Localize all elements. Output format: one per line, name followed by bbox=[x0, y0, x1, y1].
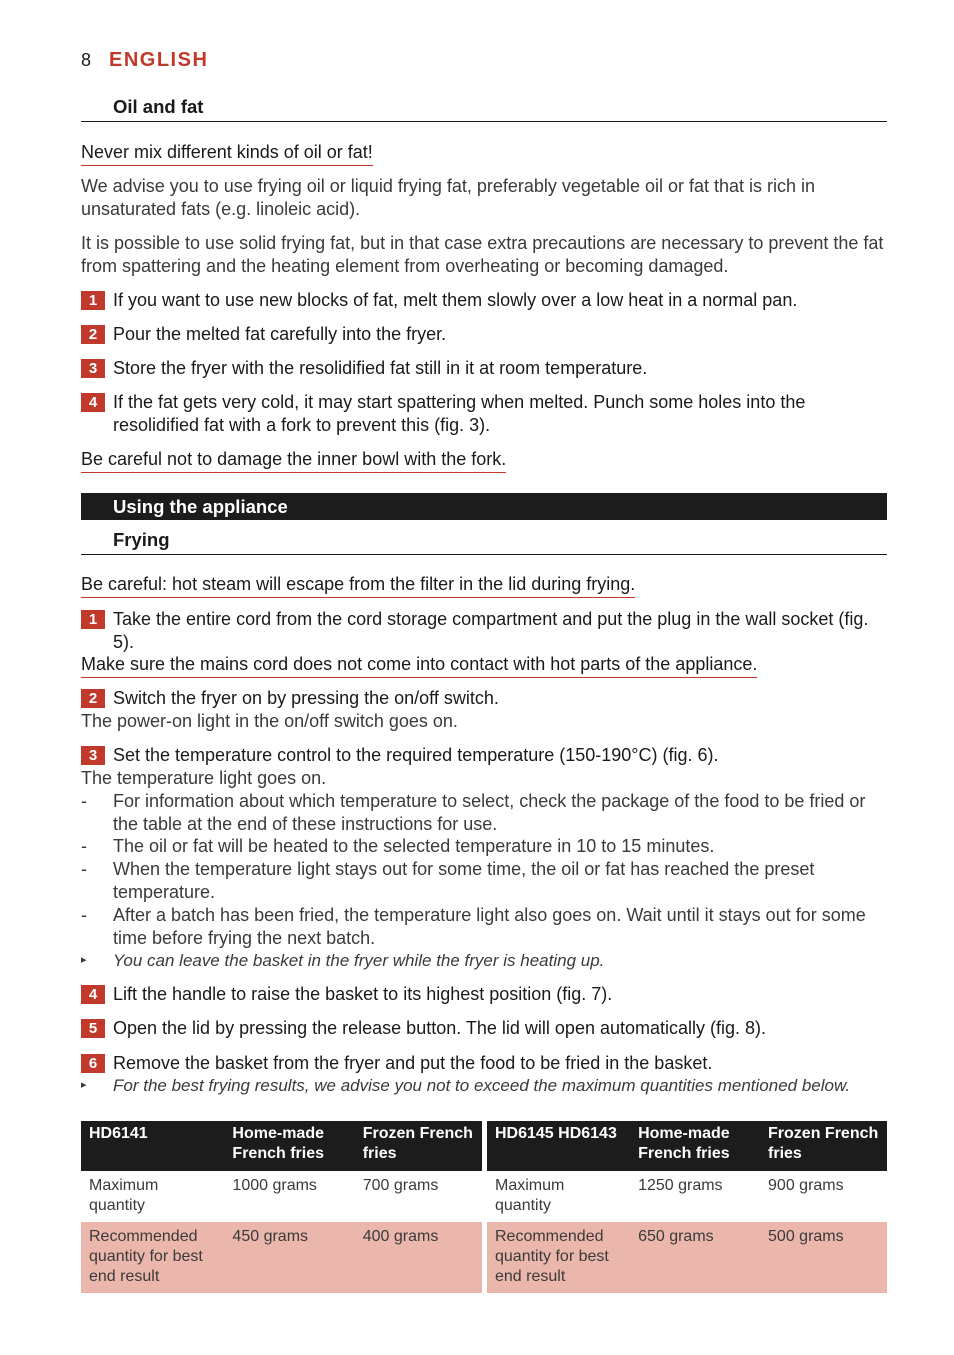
table-cell: Recommended quantity for best end result bbox=[487, 1222, 630, 1293]
table-header-cell: HD6145 HD6143 bbox=[487, 1121, 630, 1171]
table-header-cell: Home-made French fries bbox=[224, 1121, 354, 1171]
warning-text: Never mix different kinds of oil or fat! bbox=[81, 141, 373, 166]
tip-max-quantities bbox=[81, 1074, 887, 1097]
step-3-store-fryer bbox=[81, 357, 887, 380]
frying-step-1 bbox=[81, 608, 887, 654]
language-label: ENGLISH bbox=[109, 49, 209, 71]
page-header bbox=[81, 48, 208, 72]
frying-step-5 bbox=[81, 1017, 887, 1040]
list-item bbox=[81, 904, 887, 950]
warning-text: Be careful not to damage the inner bowl with the fork. bbox=[81, 448, 506, 473]
table-row bbox=[487, 1171, 887, 1222]
step-4-punch-holes bbox=[81, 391, 887, 437]
step-text: If the fat gets very cold, it may start spattering when melted. Punch some holes into the resolidified fat with a fork to prevent this (fig. 3). bbox=[113, 392, 806, 435]
frying-step-2 bbox=[81, 687, 887, 710]
table-cell: 650 grams bbox=[630, 1222, 760, 1293]
step-text: Switch the fryer on by pressing the on/off switch. bbox=[113, 688, 499, 708]
step-text: Lift the handle to raise the basket to its highest position (fig. 7). bbox=[113, 984, 613, 1004]
step-number: 3 bbox=[81, 746, 105, 765]
paragraph-solid-fat: It is possible to use solid frying fat, but in that case extra precautions are necessary to prevent the fat from spattering and the heating element from overheating or becoming damaged. bbox=[81, 233, 884, 276]
page-number: 8 bbox=[81, 50, 92, 70]
frying-step-6 bbox=[81, 1052, 887, 1075]
section-title-using-appliance: Using the appliance bbox=[81, 493, 887, 520]
step-3-result: The temperature light goes on. bbox=[81, 768, 327, 788]
step-number: 1 bbox=[81, 610, 105, 629]
table-cell: 450 grams bbox=[224, 1222, 354, 1293]
list-item-text: When the temperature light stays out for some time, the oil or fat has reached the preset temperature. bbox=[113, 859, 815, 902]
step-2-result: The power-on light in the on/off switch goes on. bbox=[81, 711, 458, 731]
section-title-oil-and-fat: Oil and fat bbox=[81, 94, 887, 122]
step-text: Store the fryer with the resolidified fat still in it at room temperature. bbox=[113, 358, 648, 378]
table-header-cell: Home-made French fries bbox=[630, 1121, 760, 1171]
step-number: 6 bbox=[81, 1054, 105, 1073]
table-cell: Maximum quantity bbox=[89, 1177, 159, 1214]
step-text: Remove the basket from the fryer and put the food to be fried in the basket. bbox=[113, 1053, 713, 1073]
list-item bbox=[81, 858, 887, 904]
step-number: 3 bbox=[81, 359, 105, 378]
frying-step-3 bbox=[81, 744, 887, 767]
list-item bbox=[81, 835, 887, 858]
step-2-pour-fat bbox=[81, 323, 887, 346]
tip-text: You can leave the basket in the fryer while the fryer is heating up. bbox=[113, 951, 605, 970]
warning-never-mix bbox=[81, 141, 373, 166]
table-header-row bbox=[81, 1121, 482, 1171]
table-header-row bbox=[487, 1121, 887, 1171]
table-cell: 400 grams bbox=[355, 1222, 482, 1293]
step-number: 4 bbox=[81, 393, 105, 412]
table-cell: Maximum quantity bbox=[495, 1177, 565, 1214]
warning-inner-bowl bbox=[81, 448, 506, 473]
list-item bbox=[81, 790, 887, 836]
subsection-title-frying: Frying bbox=[81, 527, 887, 555]
step-number: 4 bbox=[81, 985, 105, 1004]
step-text: Take the entire cord from the cord storage compartment and put the plug in the wall socket (fig. 5). bbox=[113, 609, 869, 652]
table-header-cell: Frozen French fries bbox=[355, 1121, 482, 1171]
warning-hot-steam bbox=[81, 573, 635, 598]
table-row bbox=[81, 1171, 482, 1222]
dash-marker: - bbox=[81, 859, 87, 879]
dash-marker: - bbox=[81, 791, 87, 811]
warning-text: Make sure the mains cord does not come into contact with hot parts of the appliance. bbox=[81, 653, 757, 678]
table-cell: 1250 grams bbox=[638, 1177, 723, 1194]
paragraph-advice: We advise you to use frying oil or liquid frying fat, preferably vegetable oil or fat that is rich in unsaturated fats (e.g. linoleic acid). bbox=[81, 176, 816, 219]
list-item-text: For information about which temperature to select, check the package of the food to be fried or the table at the end of these instructions for use. bbox=[113, 791, 866, 834]
table-header-cell: HD6141 bbox=[81, 1121, 224, 1171]
table-header-cell: Frozen French fries bbox=[760, 1121, 887, 1171]
tip-basket-heating bbox=[81, 949, 887, 972]
list-item-text: The oil or fat will be heated to the selected temperature in 10 to 15 minutes. bbox=[113, 836, 715, 856]
warning-text: Be careful: hot steam will escape from the filter in the lid during frying. bbox=[81, 573, 635, 598]
table-row bbox=[81, 1222, 482, 1293]
step-number: 2 bbox=[81, 325, 105, 344]
table-cell: Recommended quantity for best end result bbox=[81, 1222, 224, 1293]
table-cell: 900 grams bbox=[768, 1177, 844, 1194]
list-item-text: After a batch has been fried, the temperature light also goes on. Wait until it stays out for some time before frying the next batch. bbox=[113, 905, 866, 948]
triangle-bullet-icon: ▸ bbox=[81, 1079, 87, 1091]
triangle-bullet-icon: ▸ bbox=[81, 954, 87, 966]
table-row bbox=[487, 1222, 887, 1293]
step-text: If you want to use new blocks of fat, melt them slowly over a low heat in a normal pan. bbox=[113, 290, 798, 310]
quantity-table-hd6145-hd6143 bbox=[487, 1121, 887, 1293]
step-text: Pour the melted fat carefully into the fryer. bbox=[113, 324, 447, 344]
quantity-table-hd6141 bbox=[81, 1121, 482, 1293]
dash-marker: - bbox=[81, 836, 87, 856]
step-number: 2 bbox=[81, 689, 105, 708]
step-number: 1 bbox=[81, 291, 105, 310]
dash-marker: - bbox=[81, 905, 87, 925]
step-1-melt-fat bbox=[81, 289, 887, 312]
step-text: Set the temperature control to the required temperature (150-190°C) (fig. 6). bbox=[113, 745, 719, 765]
step-number: 5 bbox=[81, 1019, 105, 1038]
table-cell: 1000 grams bbox=[232, 1177, 317, 1194]
step-text: Open the lid by pressing the release button. The lid will open automatically (fig. 8). bbox=[113, 1018, 767, 1038]
table-cell: 700 grams bbox=[362, 1177, 439, 1194]
frying-step-4 bbox=[81, 983, 887, 1006]
tip-text: For the best frying results, we advise you not to exceed the maximum quantities mentioned below. bbox=[113, 1076, 851, 1095]
warning-mains-cord bbox=[81, 653, 757, 678]
table-cell: 500 grams bbox=[760, 1222, 887, 1293]
